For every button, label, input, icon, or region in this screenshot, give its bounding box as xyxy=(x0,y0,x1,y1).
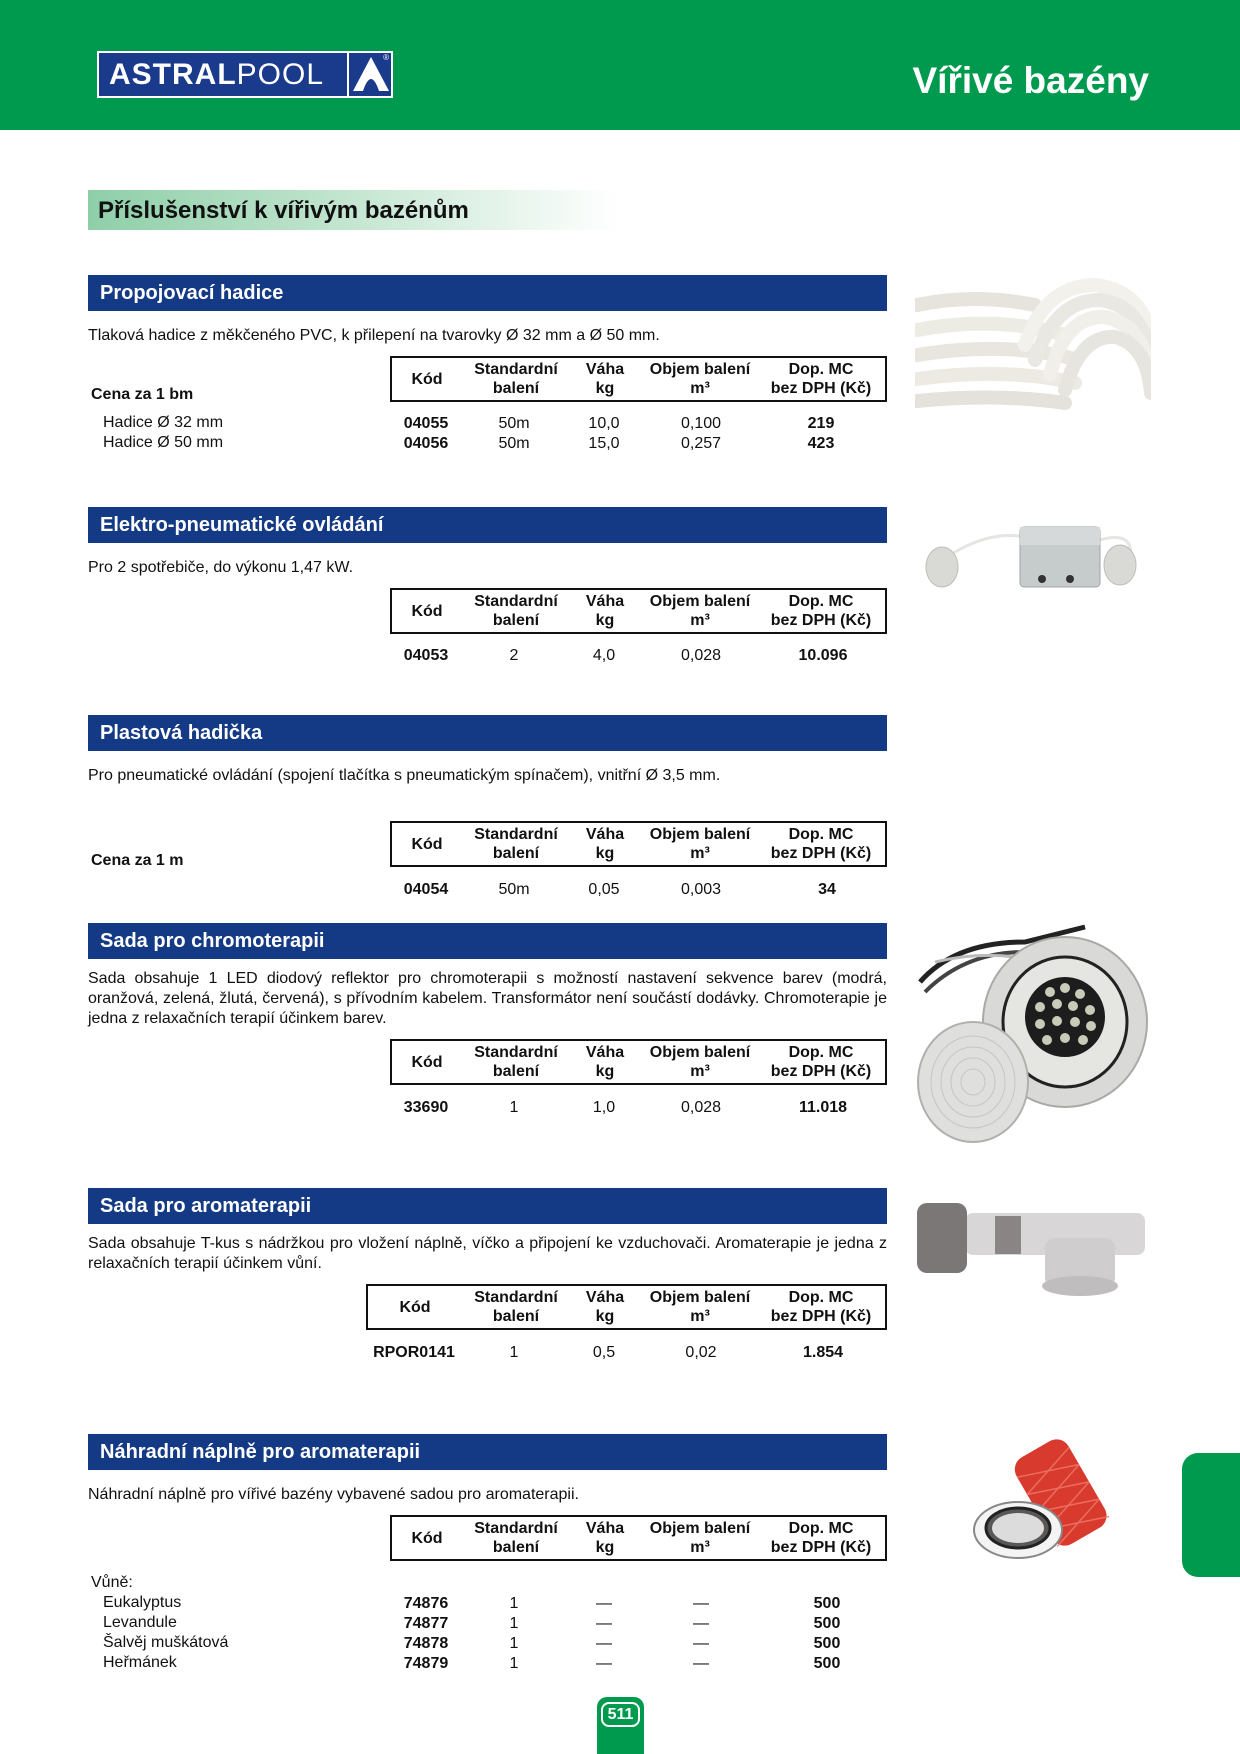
table-header: Kód Standardní balení Váha kg Objem balení m³ Dop. MC bez DPH (Kč) xyxy=(366,1284,887,1330)
header-price: Dop. MC bez DPH (Kč) xyxy=(770,361,872,397)
table-row: 04054 50m 0,05 0,003 34 xyxy=(403,881,836,898)
price-unit-label: Cena za 1 m xyxy=(91,852,184,869)
header-standard: Standardní balení xyxy=(474,361,558,397)
section-title-bar: Sada pro aromaterapii xyxy=(88,1188,887,1224)
item-name: Hadice Ø 50 mm xyxy=(103,434,224,451)
section-title-bar: Propojovací hadice xyxy=(88,275,887,311)
section-description: Náhradní náplně pro vířivé bazény vybavené sadou pro aromaterapii. xyxy=(88,1486,579,1503)
astralpool-logo xyxy=(97,51,393,98)
section-title-bar: Náhradní náplně pro aromaterapii xyxy=(88,1434,887,1470)
section-description: Pro 2 spotřebiče, do výkonu 1,47 kW. xyxy=(88,559,354,576)
header-weight: Váha kg xyxy=(585,361,625,397)
section-description: Sada obsahuje T-kus s nádržkou pro vložení náplně, víčko a připojení ke vzduchovači. Aromaterapie je jedna z relaxačních terapií účinkem vůní. xyxy=(88,1235,887,1272)
led-reflector-photo xyxy=(915,922,1151,1157)
section-title-bar: Elektro-pneumatické ovládání xyxy=(88,507,887,543)
item-name: Heřmánek xyxy=(103,1654,177,1671)
hose-coil-photo xyxy=(915,275,1151,440)
table-row: 04056 50m 15,0 0,257 423 xyxy=(403,435,835,452)
table-header: Kód Standardní balení Váha kg Objem balení m³ Dop. MC bez DPH (Kč) xyxy=(390,588,887,634)
aroma-tpiece-photo xyxy=(915,1198,1151,1303)
header-kod: Kód xyxy=(411,370,443,388)
item-name: Šalvěj muškátová xyxy=(103,1634,229,1651)
item-name: Hadice Ø 32 mm xyxy=(103,414,224,431)
logo-triangle-icon: ® xyxy=(347,53,391,96)
header-volume: Objem balení m³ xyxy=(649,361,751,397)
chapter-tab xyxy=(1182,1453,1240,1577)
page-title: Vířivé bazény xyxy=(912,60,1149,101)
table-header: Kód Standardní balení Váha kg Objem balení m³ Dop. MC bez DPH (Kč) xyxy=(390,821,887,867)
item-name: Eukalyptus xyxy=(103,1594,182,1611)
page-header xyxy=(0,0,1240,130)
section-description: Sada obsahuje 1 LED diodový reflektor pro chromoterapii s možností nastavení sekvence barev (modrá, oranžová, zelená, žlutá, červená), s přívodním kabelem. Transformátor není součástí dodávky. Chromoterapie je jedna z relaxačních terapií účinkem barev. xyxy=(88,970,887,1027)
group-label: Vůně: xyxy=(91,1574,133,1591)
table-row: 74876 1 — — 500 xyxy=(403,1595,841,1612)
table-header: Kód Standardní balení Váha kg Objem balení m³ Dop. MC bez DPH (Kč) xyxy=(390,1515,887,1561)
table-row: 04055 50m 10,0 0,100 219 xyxy=(403,415,835,432)
table-header xyxy=(390,356,887,402)
page-number-tab xyxy=(597,1697,644,1754)
item-name: Levandule xyxy=(103,1614,177,1631)
table-row: 74878 1 — — 500 xyxy=(403,1635,841,1652)
table-row: 33690 1 1,0 0,028 11.018 xyxy=(403,1099,848,1116)
section-title-bar: Plastová hadička xyxy=(88,715,887,751)
table-row: 74879 1 — — 500 xyxy=(403,1655,841,1672)
page-number: 511 xyxy=(601,1702,640,1727)
table-header: Kód Standardní balení Váha kg Objem balení m³ Dop. MC bez DPH (Kč) xyxy=(390,1039,887,1085)
section-description: Pro pneumatické ovládání (spojení tlačítka s pneumatickým spínačem), vnitřní Ø 3,5 mm. xyxy=(88,767,721,784)
control-box-photo xyxy=(920,515,1150,600)
logo-text: ASTRALPOOL xyxy=(109,57,325,91)
table-row: RPOR0141 1 0,5 0,02 1.854 xyxy=(373,1344,844,1361)
main-heading: Příslušenství k vířivým bazénům xyxy=(88,190,618,230)
table-row: 74877 1 — — 500 xyxy=(403,1615,841,1632)
table-row: 04053 2 4,0 0,028 10.096 xyxy=(403,647,848,664)
section-description: Tlaková hadice z měkčeného PVC, k přilepení na tvarovky Ø 32 mm a Ø 50 mm. xyxy=(88,327,660,344)
aroma-refill-photo xyxy=(970,1430,1130,1570)
price-unit-label: Cena za 1 bm xyxy=(91,386,194,403)
section-title-bar: Sada pro chromoterapii xyxy=(88,923,887,959)
